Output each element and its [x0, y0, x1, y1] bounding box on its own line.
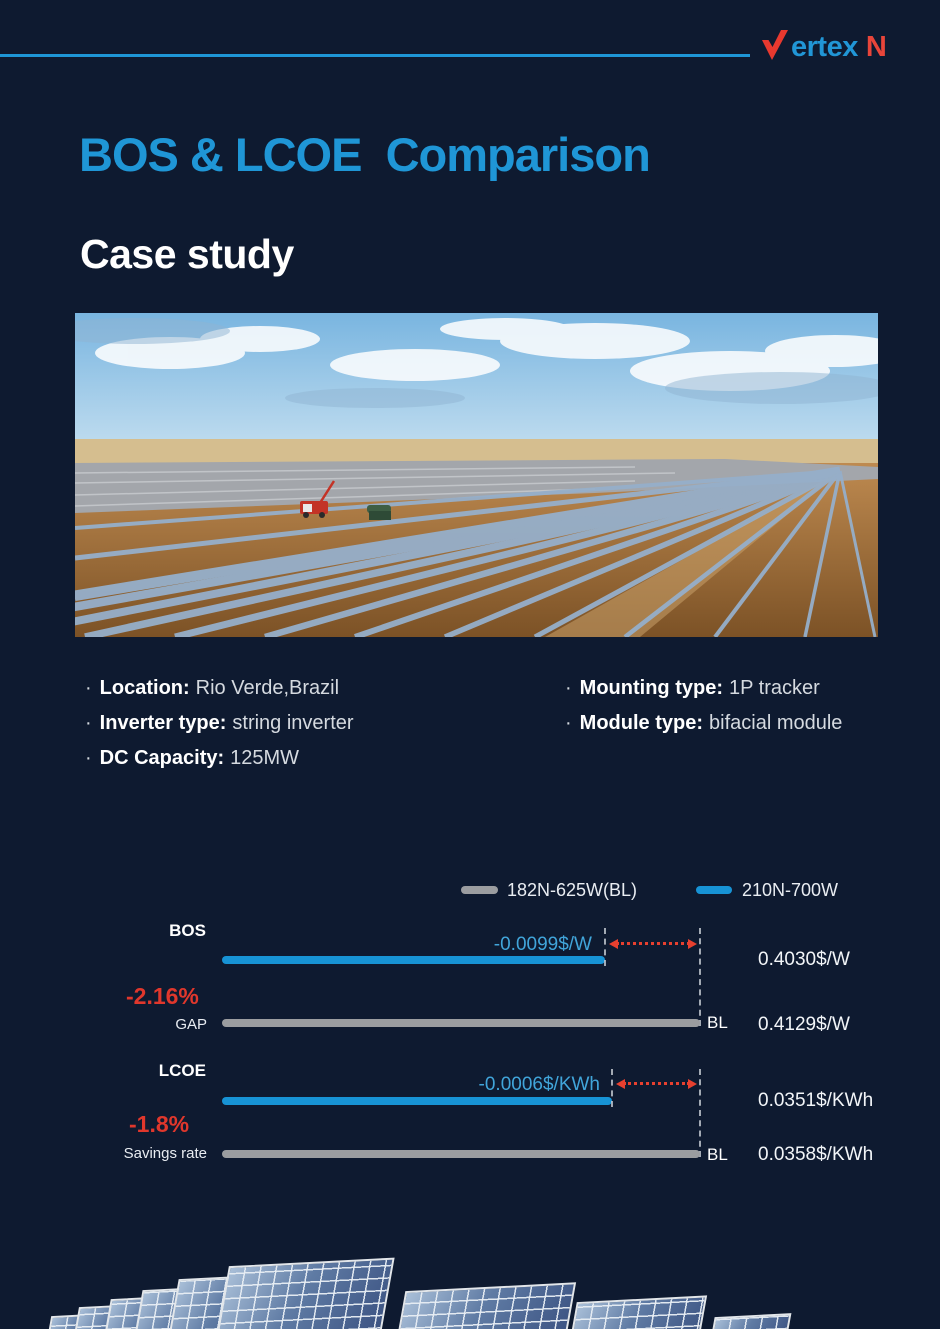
section-title-case-study: Case study	[80, 231, 294, 277]
guide-line-bos-baseline	[699, 928, 701, 1026]
vertex-n-logo	[760, 28, 887, 62]
bullet-dot: ·	[85, 677, 92, 699]
detail-label: Location:	[99, 677, 190, 699]
delta-label-bos: -0.0099$/W	[493, 934, 592, 955]
gap-percent-bos: -2.16%	[126, 983, 199, 1009]
gap-percent-lcoe: -1.8%	[129, 1111, 190, 1137]
photo-machine	[367, 505, 391, 520]
logo-series-letter: N	[865, 31, 887, 63]
detail-label: Module type:	[579, 712, 704, 734]
gap-arrow-bos	[609, 938, 697, 950]
metric-label-lcoe: LCOE	[158, 1061, 206, 1080]
detail-value: 125MW	[230, 747, 300, 769]
value-bos-baseline: 0.4129$/W	[758, 1014, 850, 1035]
gap-caption-lcoe: Savings rate	[123, 1145, 207, 1162]
vertex-check-icon	[760, 28, 790, 62]
legend-swatch-210n	[696, 886, 732, 894]
bar-lcoe-baseline	[222, 1150, 700, 1158]
gap-arrow-line	[616, 942, 690, 945]
guide-line-bos-210n	[604, 928, 606, 966]
header-rule	[0, 54, 750, 57]
solar-farm-photo-graphic	[75, 313, 878, 637]
bullet-dot: ·	[85, 712, 92, 734]
detail-module-type	[565, 711, 842, 735]
metric-label-bos: BOS	[169, 921, 206, 940]
baseline-tag-lcoe: BL	[707, 1145, 728, 1164]
gap-arrow-lcoe	[616, 1078, 697, 1090]
page-title: BOS & LCOE Comparison	[79, 128, 650, 181]
baseline-tag-bos: BL	[707, 1013, 728, 1032]
value-bos-210n: 0.4030$/W	[758, 949, 850, 970]
bullet-dot: ·	[565, 712, 572, 734]
detail-label: Inverter type:	[99, 712, 227, 734]
case-study-photo	[75, 313, 878, 637]
guide-line-lcoe-baseline	[699, 1069, 701, 1157]
detail-inverter-type	[85, 711, 354, 735]
delta-label-lcoe: -0.0006$/KWh	[478, 1074, 600, 1095]
bar-bos-baseline	[222, 1019, 700, 1027]
gap-caption-bos: GAP	[175, 1016, 207, 1033]
gap-arrow-line	[623, 1082, 690, 1085]
value-lcoe-210n: 0.0351$/KWh	[758, 1090, 874, 1111]
legend-swatch-baseline	[461, 886, 498, 894]
solar-panel-graphic	[205, 1258, 395, 1329]
detail-dc-capacity	[85, 746, 299, 770]
legend-label-210n: 210N-700W	[742, 880, 839, 900]
bar-bos-210n	[222, 956, 605, 964]
bar-lcoe-210n	[222, 1097, 612, 1105]
detail-location	[85, 676, 339, 700]
bullet-dot: ·	[565, 677, 572, 699]
bullet-dot: ·	[85, 747, 92, 769]
legend-label-baseline: 182N-625W(BL)	[507, 880, 638, 900]
solar-panel-graphic	[560, 1295, 707, 1329]
solar-panel-graphic	[705, 1313, 791, 1329]
detail-value: bifacial module	[709, 712, 843, 734]
value-lcoe-baseline: 0.0358$/KWh	[758, 1144, 874, 1165]
detail-value: Rio Verde,Brazil	[195, 677, 340, 699]
detail-label: Mounting type:	[579, 677, 723, 699]
guide-line-lcoe-210n	[611, 1069, 613, 1107]
detail-value: string inverter	[232, 712, 354, 734]
logo-word: ertex	[791, 31, 858, 63]
detail-value: 1P tracker	[728, 677, 820, 699]
detail-label: DC Capacity:	[99, 747, 225, 769]
detail-mounting-type	[565, 676, 820, 700]
solar-panel-graphic	[385, 1282, 576, 1329]
